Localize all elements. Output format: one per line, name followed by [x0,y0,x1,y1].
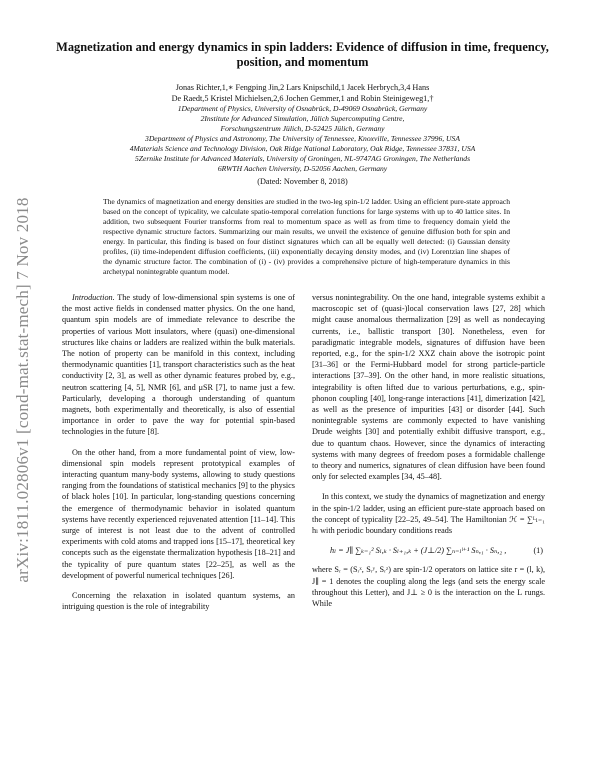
affiliation: 4Materials Science and Technology Division, Oak Ridge National Laboratory, Oak Ridge, Tennessee 37831, USA [129,144,476,153]
body-columns [62,292,548,762]
affiliation: 3Department of Physics and Astronomy, The University of Tennessee, Knoxville, Tennessee 37996, USA [145,134,460,143]
paper-title: Magnetization and energy dynamics in spin ladders: Evidence of diffusion in time, frequency, position, and momentum [56,40,549,69]
affiliation: 6RWTH Aachen University, D-52056 Aachen, Germany [217,164,388,173]
affiliation: Forschungszentrum Jülich, D-52425 Jülich, Germany [220,124,385,133]
arxiv-sidebar [6,130,40,650]
dated-line: (Dated: November 8, 2018) [257,177,348,186]
affiliation: 5Zernike Institute for Advanced Materials, University of Groningen, NL-9747AG Groningen, The Netherlands [134,154,471,163]
right-column [312,292,545,618]
arxiv-identifier: arXiv:1811.02806v1 [cond-mat.stat-mech] 7 Nov 2018 [13,197,32,583]
paragraph: In this context, we study the dynamics of magnetization and energy in the spin-1/2 ladder, using an efficient pure-state approach based on the concept of typicality [22–25, 49–54]. The Hamiltonian ℋ = ∑ᴸₗ₌₁ hₗ with periodic boundary conditions reads [312,492,545,536]
author-line: De Raedt,5 Kristel Michielsen,2,6 Jochen Gemmer,1 and Robin Steinigeweg1,† [171,94,434,103]
equation-number: (1) [533,546,543,556]
intro-paragraph [62,292,295,438]
paragraph: On the other hand, from a more fundamental point of view, low-dimensional spin models represent prototypical examples of interacting quantum many-body systems, allowing to study questions ranging from the foundations of statistical mechanics [9] to the physics of black holes [10]. In particular, long-standing questions concerning the emergence of thermodynamic behavior in isolated quantum systems have recently experienced rejuvenated attention [11–14]. This surge of interest is not least due to the advent of controlled experiments with cold atoms and trapped ions [15–17], theoretical key concepts such as the eigenstate thermalization hypothesis [18–21] and the typicality of pure quantum states [22–25], as well as the development of powerful numerical techniques [26]. [62,447,295,580]
paragraph: versus nonintegrability. On the one hand, integrable systems exhibit a macroscopic set of (quasi-)local conservation laws [27, 28] which might cause anomalous thermalization [29] as well as nondecaying currents, i.e., ballistic transport [30]. Nonetheless, even for paradigmatic integrable models, signatures of diffusion have been reported, e.g., for the spin-1/2 XXZ chain above the isotropic point [31–36] or the Fermi-Hubbard model for strong particle-particle interactions [37–39]. On the other hand, in more realistic situations, integrability is often lifted due to various perturbations, e.g., spin-phonon coupling [40], long-range interactions [41], dimerization [42], as well as the presence of impurities [43] or disorder [44]. Such nonintegrable systems are commonly expected to have vanishing Drude weights [30] and potentially exhibit diffusive transport, e.g., due to quantum chaos. However, since the dynamics of interacting systems with many degrees of freedom poses a formidable challenge to theory and numerics, signatures of clean diffusion have been found only for selected examples [34, 45–48]. [312,293,545,482]
paper-header [55,40,550,277]
hamiltonian-equation: hₗ = J∥ ∑ₖ₌₁² Sₗ,ₖ · Sₗ₊₁,ₖ + (J⊥/2) ∑ₙ₌ₗˡ⁺¹ Sₙ,₁ · Sₙ,₂ , [330,546,507,556]
affiliation: 1Department of Physics, University of Osnabrück, D-49069 Osnabrück, Germany [177,104,428,113]
abstract: The dynamics of magnetization and energy densities are studied in the two-leg spin-1/2 ladder. Using an efficient pure-state approach based on the concept of typicality, we calculate spatio-temporal correlation functions for large systems with up to 40 lattice sites. In addition, two subsequent Fourier transforms from real to momentum space as well as from time to frequency domain yield the respective dynamic structure factors. Summarizing our main results, we unveil the existence of genuine diffusion both for spin and energy. In particular, this finding is based on four distinct signatures which can all be equally well detected: (i) Gaussian density profiles, (ii) time-independent diffusion coefficients, (iii) exponentially decaying density modes, and (iv) Lorentzian line shapes of the dynamic structure factor. The combination of (i) - (iv) provides a comprehensive picture of high-temperature dynamics in this archetypal nonintegrable quantum model. [103,197,510,276]
paragraph-text: The study of low-dimensional spin systems is one of the most active fields in condensed matter physics. On the one hand, quantum spin models are of immediate relevance to describe the properties of various Mott insulators, where (quasi) one-dimensional structures like chains or ladders are realized within the bulk materials. The notion of property can be manifold in this context, including thermodynamic quantities [1], transport characteristics such as the heat conductivity [2, 3], as well as other dynamic features probed by, e.g., neutron scattering [4, 5], NMR [6], and μSR [7], to name just a few. Particularly, developing a thorough understanding of quantum magnets, both experimentally and theoretically, is also of essential importance in order to pave the way for potential spin-based technologies in the future [8]. [62,293,295,437]
equation-1 [312,545,545,556]
affiliation-list [55,104,550,174]
author-list [55,82,550,104]
left-column [62,292,295,621]
section-lead: Introduction. [72,293,115,302]
paragraph: where Sᵣ = (Sᵣˣ, Sᵣʸ, Sᵣᶻ) are spin-1/2 operators on lattice site r = (l, k), J∥ = 1 denotes the coupling along the legs (and sets the energy scale throughout this Letter), and J⊥ ≥ 0 is the interaction on the L rungs. While [312,565,545,609]
paragraph: Concerning the relaxation in isolated quantum systems, an intriguing question is the role of integrability [62,591,295,612]
affiliation: 2Institute for Advanced Simulation, Jülich Supercomputing Centre, [200,114,405,123]
author-line: Jonas Richter,1,∗ Fengping Jin,2 Lars Knipschild,1 Jacek Herbrych,3,4 Hans [175,83,430,92]
